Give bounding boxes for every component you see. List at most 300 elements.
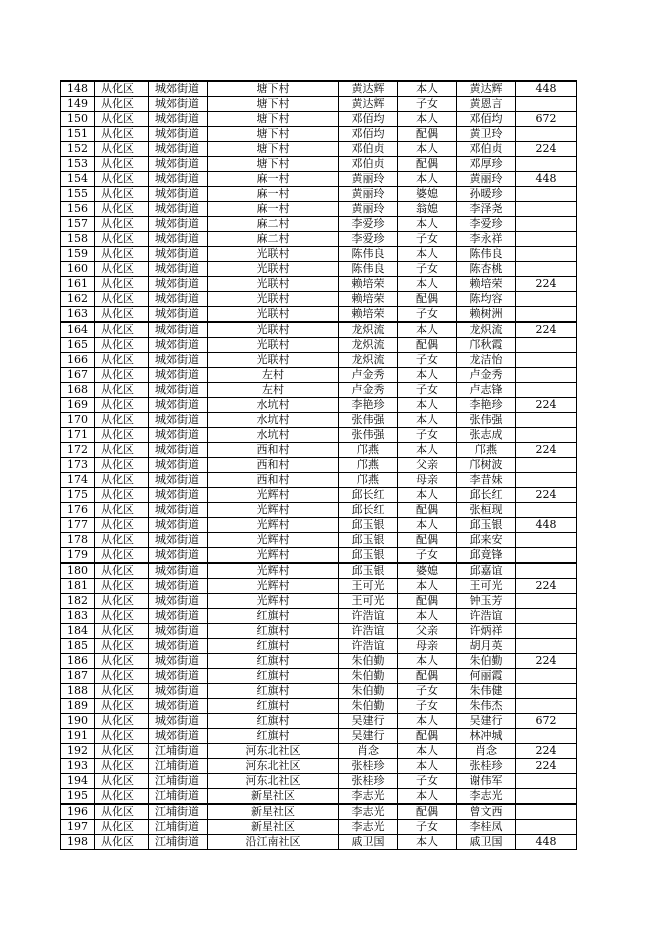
district-cell: 从化区 xyxy=(95,142,149,157)
member-name-cell: 张志成 xyxy=(457,428,516,443)
row-number-cell: 163 xyxy=(61,307,95,323)
amount-cell xyxy=(516,729,577,744)
village-cell: 光辉村 xyxy=(208,594,339,609)
applicant-cell: 戚卫国 xyxy=(339,835,398,850)
district-cell: 从化区 xyxy=(95,202,149,217)
relation-cell: 子女 xyxy=(398,684,457,699)
table-row xyxy=(61,759,577,774)
street-cell: 城郊街道 xyxy=(149,307,208,323)
village-cell: 光联村 xyxy=(208,277,339,292)
amount-cell xyxy=(516,669,577,684)
district-cell: 从化区 xyxy=(95,157,149,172)
relation-cell: 子女 xyxy=(398,699,457,714)
street-cell: 城郊街道 xyxy=(149,488,208,503)
relation-cell: 子女 xyxy=(398,820,457,835)
member-name-cell: 李昔妹 xyxy=(457,473,516,488)
applicant-cell: 邱玉银 xyxy=(339,563,398,579)
street-cell: 城郊街道 xyxy=(149,277,208,292)
amount-cell xyxy=(516,292,577,307)
row-number-cell: 186 xyxy=(61,654,95,669)
table-row xyxy=(61,684,577,699)
relation-cell: 本人 xyxy=(398,518,457,533)
district-cell: 从化区 xyxy=(95,338,149,353)
member-name-cell: 邱长红 xyxy=(457,488,516,503)
applicant-cell: 肖念 xyxy=(339,744,398,759)
amount-cell: 672 xyxy=(516,714,577,729)
row-number-cell: 153 xyxy=(61,157,95,172)
district-cell: 从化区 xyxy=(95,112,149,127)
table-row xyxy=(61,639,577,654)
relation-cell: 子女 xyxy=(398,232,457,247)
row-number-cell: 156 xyxy=(61,202,95,217)
table-row xyxy=(61,563,577,579)
amount-cell xyxy=(516,594,577,609)
amount-cell: 672 xyxy=(516,112,577,127)
member-name-cell: 邝树波 xyxy=(457,458,516,473)
village-cell: 左村 xyxy=(208,383,339,398)
amount-cell: 448 xyxy=(516,81,577,97)
member-name-cell: 李桂凤 xyxy=(457,820,516,835)
street-cell: 城郊街道 xyxy=(149,398,208,413)
street-cell: 江埔街道 xyxy=(149,820,208,835)
village-cell: 红旗村 xyxy=(208,699,339,714)
relation-cell: 子女 xyxy=(398,97,457,112)
village-cell: 塘下村 xyxy=(208,127,339,142)
relation-cell: 配偶 xyxy=(398,804,457,820)
row-number-cell: 169 xyxy=(61,398,95,413)
relation-cell: 母亲 xyxy=(398,639,457,654)
member-name-cell: 李永祥 xyxy=(457,232,516,247)
amount-cell xyxy=(516,353,577,368)
member-name-cell: 卢金秀 xyxy=(457,368,516,383)
street-cell: 城郊街道 xyxy=(149,368,208,383)
relation-cell: 配偶 xyxy=(398,503,457,518)
table-row xyxy=(61,654,577,669)
amount-cell xyxy=(516,533,577,548)
relation-cell: 本人 xyxy=(398,247,457,262)
village-cell: 光联村 xyxy=(208,322,339,338)
member-name-cell: 邱竟锋 xyxy=(457,548,516,564)
row-number-cell: 177 xyxy=(61,518,95,533)
amount-cell: 224 xyxy=(516,322,577,338)
relation-cell: 本人 xyxy=(398,488,457,503)
table-row xyxy=(61,503,577,518)
district-cell: 从化区 xyxy=(95,353,149,368)
amount-cell: 224 xyxy=(516,759,577,774)
member-name-cell: 黄达辉 xyxy=(457,81,516,97)
member-name-cell: 孙暖珍 xyxy=(457,187,516,202)
street-cell: 城郊街道 xyxy=(149,383,208,398)
applicant-cell: 陈伟良 xyxy=(339,262,398,277)
relation-cell: 子女 xyxy=(398,307,457,323)
row-number-cell: 149 xyxy=(61,97,95,112)
village-cell: 红旗村 xyxy=(208,639,339,654)
district-cell: 从化区 xyxy=(95,413,149,428)
district-cell: 从化区 xyxy=(95,458,149,473)
row-number-cell: 176 xyxy=(61,503,95,518)
row-number-cell: 151 xyxy=(61,127,95,142)
amount-cell: 224 xyxy=(516,142,577,157)
amount-cell xyxy=(516,217,577,232)
village-cell: 西和村 xyxy=(208,443,339,458)
applicant-cell: 许浩谊 xyxy=(339,624,398,639)
amount-cell xyxy=(516,262,577,277)
street-cell: 城郊街道 xyxy=(149,292,208,307)
village-cell: 光辉村 xyxy=(208,548,339,564)
street-cell: 江埔街道 xyxy=(149,804,208,820)
street-cell: 城郊街道 xyxy=(149,172,208,187)
row-number-cell: 175 xyxy=(61,488,95,503)
district-cell: 从化区 xyxy=(95,428,149,443)
applicant-cell: 朱伯勤 xyxy=(339,699,398,714)
street-cell: 城郊街道 xyxy=(149,684,208,699)
table-row xyxy=(61,232,577,247)
district-cell: 从化区 xyxy=(95,533,149,548)
applicant-cell: 黄达辉 xyxy=(339,81,398,97)
relation-cell: 配偶 xyxy=(398,292,457,307)
table-row xyxy=(61,368,577,383)
table-row xyxy=(61,187,577,202)
street-cell: 城郊街道 xyxy=(149,473,208,488)
table-row xyxy=(61,157,577,172)
district-cell: 从化区 xyxy=(95,639,149,654)
table-row xyxy=(61,398,577,413)
village-cell: 塘下村 xyxy=(208,157,339,172)
village-cell: 新星社区 xyxy=(208,789,339,805)
street-cell: 城郊街道 xyxy=(149,428,208,443)
applicant-cell: 邱玉银 xyxy=(339,548,398,564)
street-cell: 城郊街道 xyxy=(149,609,208,624)
row-number-cell: 168 xyxy=(61,383,95,398)
amount-cell xyxy=(516,473,577,488)
village-cell: 光联村 xyxy=(208,353,339,368)
applicant-cell: 邓伯贞 xyxy=(339,157,398,172)
village-cell: 塘下村 xyxy=(208,112,339,127)
table-row xyxy=(61,428,577,443)
member-name-cell: 胡月英 xyxy=(457,639,516,654)
street-cell: 城郊街道 xyxy=(149,548,208,564)
applicant-cell: 吴建行 xyxy=(339,714,398,729)
district-cell: 从化区 xyxy=(95,292,149,307)
amount-cell xyxy=(516,202,577,217)
row-number-cell: 191 xyxy=(61,729,95,744)
amount-cell: 448 xyxy=(516,172,577,187)
amount-cell: 448 xyxy=(516,835,577,850)
amount-cell: 224 xyxy=(516,277,577,292)
table-row xyxy=(61,835,577,850)
amount-cell xyxy=(516,307,577,323)
row-number-cell: 194 xyxy=(61,774,95,789)
member-name-cell: 卢志锋 xyxy=(457,383,516,398)
table-row xyxy=(61,804,577,820)
street-cell: 江埔街道 xyxy=(149,774,208,789)
district-cell: 从化区 xyxy=(95,548,149,564)
applicant-cell: 黄丽玲 xyxy=(339,187,398,202)
applicant-cell: 邝燕 xyxy=(339,443,398,458)
member-name-cell: 赖树洲 xyxy=(457,307,516,323)
member-name-cell: 李泽尧 xyxy=(457,202,516,217)
village-cell: 麻一村 xyxy=(208,172,339,187)
street-cell: 城郊街道 xyxy=(149,699,208,714)
district-cell: 从化区 xyxy=(95,654,149,669)
applicant-cell: 张桂珍 xyxy=(339,774,398,789)
amount-cell xyxy=(516,157,577,172)
table-row xyxy=(61,307,577,323)
applicant-cell: 赖培荣 xyxy=(339,292,398,307)
district-cell: 从化区 xyxy=(95,383,149,398)
street-cell: 城郊街道 xyxy=(149,654,208,669)
street-cell: 城郊街道 xyxy=(149,338,208,353)
applicant-cell: 邝燕 xyxy=(339,458,398,473)
applicant-cell: 邝燕 xyxy=(339,473,398,488)
member-name-cell: 戚卫国 xyxy=(457,835,516,850)
relation-cell: 本人 xyxy=(398,172,457,187)
table-row xyxy=(61,217,577,232)
applicant-cell: 龙炽流 xyxy=(339,338,398,353)
street-cell: 城郊街道 xyxy=(149,639,208,654)
member-name-cell: 吴建行 xyxy=(457,714,516,729)
row-number-cell: 171 xyxy=(61,428,95,443)
amount-cell xyxy=(516,413,577,428)
table-row xyxy=(61,518,577,533)
member-name-cell: 黄恩言 xyxy=(457,97,516,112)
applicant-cell: 王可光 xyxy=(339,594,398,609)
applicant-cell: 邓佰均 xyxy=(339,127,398,142)
table-row xyxy=(61,292,577,307)
applicant-cell: 邓佰均 xyxy=(339,112,398,127)
applicant-cell: 王可光 xyxy=(339,579,398,594)
applicant-cell: 邱长红 xyxy=(339,488,398,503)
row-number-cell: 187 xyxy=(61,669,95,684)
district-cell: 从化区 xyxy=(95,820,149,835)
street-cell: 城郊街道 xyxy=(149,714,208,729)
member-name-cell: 邝秋霞 xyxy=(457,338,516,353)
village-cell: 新星社区 xyxy=(208,804,339,820)
district-cell: 从化区 xyxy=(95,322,149,338)
member-name-cell: 李爱珍 xyxy=(457,217,516,232)
member-name-cell: 陈均容 xyxy=(457,292,516,307)
member-name-cell: 陈伟良 xyxy=(457,247,516,262)
applicant-cell: 邱长红 xyxy=(339,503,398,518)
table-row xyxy=(61,820,577,835)
village-cell: 光联村 xyxy=(208,247,339,262)
applicant-cell: 黄丽玲 xyxy=(339,202,398,217)
applicant-cell: 许浩谊 xyxy=(339,639,398,654)
table-row xyxy=(61,338,577,353)
row-number-cell: 160 xyxy=(61,262,95,277)
applicant-cell: 赖培荣 xyxy=(339,307,398,323)
relation-cell: 配偶 xyxy=(398,669,457,684)
row-number-cell: 170 xyxy=(61,413,95,428)
table-row xyxy=(61,714,577,729)
applicant-cell: 赖培荣 xyxy=(339,277,398,292)
amount-cell xyxy=(516,127,577,142)
member-name-cell: 钟玉芳 xyxy=(457,594,516,609)
relation-cell: 子女 xyxy=(398,548,457,564)
relation-cell: 本人 xyxy=(398,579,457,594)
row-number-cell: 189 xyxy=(61,699,95,714)
table-row xyxy=(61,729,577,744)
table-row xyxy=(61,127,577,142)
table-row xyxy=(61,413,577,428)
village-cell: 塘下村 xyxy=(208,81,339,97)
member-name-cell: 李志光 xyxy=(457,789,516,805)
relation-cell: 本人 xyxy=(398,277,457,292)
village-cell: 麻二村 xyxy=(208,232,339,247)
table-row xyxy=(61,202,577,217)
street-cell: 城郊街道 xyxy=(149,624,208,639)
table-row xyxy=(61,458,577,473)
row-number-cell: 185 xyxy=(61,639,95,654)
street-cell: 城郊街道 xyxy=(149,443,208,458)
member-name-cell: 黄丽玲 xyxy=(457,172,516,187)
amount-cell xyxy=(516,609,577,624)
row-number-cell: 182 xyxy=(61,594,95,609)
row-number-cell: 180 xyxy=(61,563,95,579)
data-table xyxy=(60,80,577,850)
table-body xyxy=(61,81,577,850)
district-cell: 从化区 xyxy=(95,127,149,142)
street-cell: 城郊街道 xyxy=(149,533,208,548)
row-number-cell: 155 xyxy=(61,187,95,202)
member-name-cell: 朱伟杰 xyxy=(457,699,516,714)
applicant-cell: 龙炽流 xyxy=(339,353,398,368)
street-cell: 城郊街道 xyxy=(149,518,208,533)
amount-cell xyxy=(516,774,577,789)
applicant-cell: 卢金秀 xyxy=(339,368,398,383)
relation-cell: 本人 xyxy=(398,413,457,428)
relation-cell: 本人 xyxy=(398,368,457,383)
member-name-cell: 邱嘉谊 xyxy=(457,563,516,579)
row-number-cell: 164 xyxy=(61,322,95,338)
row-number-cell: 190 xyxy=(61,714,95,729)
row-number-cell: 179 xyxy=(61,548,95,564)
village-cell: 塘下村 xyxy=(208,142,339,157)
applicant-cell: 朱伯勤 xyxy=(339,669,398,684)
table-row xyxy=(61,789,577,805)
district-cell: 从化区 xyxy=(95,247,149,262)
member-name-cell: 谢伟军 xyxy=(457,774,516,789)
district-cell: 从化区 xyxy=(95,729,149,744)
district-cell: 从化区 xyxy=(95,81,149,97)
relation-cell: 子女 xyxy=(398,383,457,398)
street-cell: 城郊街道 xyxy=(149,112,208,127)
member-name-cell: 龙炽流 xyxy=(457,322,516,338)
street-cell: 城郊街道 xyxy=(149,187,208,202)
district-cell: 从化区 xyxy=(95,699,149,714)
street-cell: 江埔街道 xyxy=(149,759,208,774)
relation-cell: 配偶 xyxy=(398,127,457,142)
table-row xyxy=(61,609,577,624)
relation-cell: 本人 xyxy=(398,81,457,97)
district-cell: 从化区 xyxy=(95,232,149,247)
district-cell: 从化区 xyxy=(95,488,149,503)
table-row xyxy=(61,443,577,458)
applicant-cell: 黄丽玲 xyxy=(339,172,398,187)
amount-cell xyxy=(516,639,577,654)
row-number-cell: 181 xyxy=(61,579,95,594)
row-number-cell: 172 xyxy=(61,443,95,458)
applicant-cell: 张伟强 xyxy=(339,413,398,428)
village-cell: 红旗村 xyxy=(208,714,339,729)
table-row xyxy=(61,594,577,609)
district-cell: 从化区 xyxy=(95,594,149,609)
applicant-cell: 黄达辉 xyxy=(339,97,398,112)
relation-cell: 配偶 xyxy=(398,338,457,353)
amount-cell xyxy=(516,503,577,518)
relation-cell: 本人 xyxy=(398,217,457,232)
relation-cell: 父亲 xyxy=(398,458,457,473)
table-row xyxy=(61,579,577,594)
member-name-cell: 赖培荣 xyxy=(457,277,516,292)
street-cell: 城郊街道 xyxy=(149,729,208,744)
street-cell: 城郊街道 xyxy=(149,142,208,157)
table-row xyxy=(61,353,577,368)
village-cell: 红旗村 xyxy=(208,624,339,639)
street-cell: 城郊街道 xyxy=(149,563,208,579)
table-row xyxy=(61,97,577,112)
row-number-cell: 192 xyxy=(61,744,95,759)
row-number-cell: 150 xyxy=(61,112,95,127)
row-number-cell: 183 xyxy=(61,609,95,624)
member-name-cell: 邱玉银 xyxy=(457,518,516,533)
district-cell: 从化区 xyxy=(95,187,149,202)
member-name-cell: 张伟强 xyxy=(457,413,516,428)
district-cell: 从化区 xyxy=(95,835,149,850)
amount-cell xyxy=(516,232,577,247)
table-row xyxy=(61,322,577,338)
district-cell: 从化区 xyxy=(95,307,149,323)
amount-cell xyxy=(516,368,577,383)
applicant-cell: 张桂珍 xyxy=(339,759,398,774)
applicant-cell: 许浩谊 xyxy=(339,609,398,624)
village-cell: 沿江南社区 xyxy=(208,835,339,850)
row-number-cell: 193 xyxy=(61,759,95,774)
row-number-cell: 198 xyxy=(61,835,95,850)
row-number-cell: 162 xyxy=(61,292,95,307)
street-cell: 江埔街道 xyxy=(149,835,208,850)
applicant-cell: 朱伯勤 xyxy=(339,684,398,699)
village-cell: 麻一村 xyxy=(208,187,339,202)
district-cell: 从化区 xyxy=(95,97,149,112)
amount-cell: 224 xyxy=(516,654,577,669)
member-name-cell: 黄卫玲 xyxy=(457,127,516,142)
amount-cell xyxy=(516,247,577,262)
village-cell: 光辉村 xyxy=(208,579,339,594)
member-name-cell: 邓厚珍 xyxy=(457,157,516,172)
street-cell: 城郊街道 xyxy=(149,262,208,277)
table-row xyxy=(61,277,577,292)
row-number-cell: 166 xyxy=(61,353,95,368)
row-number-cell: 178 xyxy=(61,533,95,548)
relation-cell: 本人 xyxy=(398,398,457,413)
street-cell: 城郊街道 xyxy=(149,202,208,217)
applicant-cell: 朱伯勤 xyxy=(339,654,398,669)
row-number-cell: 154 xyxy=(61,172,95,187)
relation-cell: 本人 xyxy=(398,443,457,458)
member-name-cell: 肖念 xyxy=(457,744,516,759)
member-name-cell: 朱伟健 xyxy=(457,684,516,699)
district-cell: 从化区 xyxy=(95,804,149,820)
relation-cell: 本人 xyxy=(398,322,457,338)
street-cell: 城郊街道 xyxy=(149,81,208,97)
village-cell: 红旗村 xyxy=(208,729,339,744)
relation-cell: 配偶 xyxy=(398,157,457,172)
village-cell: 红旗村 xyxy=(208,669,339,684)
village-cell: 光辉村 xyxy=(208,488,339,503)
village-cell: 新星社区 xyxy=(208,820,339,835)
applicant-cell: 张伟强 xyxy=(339,428,398,443)
